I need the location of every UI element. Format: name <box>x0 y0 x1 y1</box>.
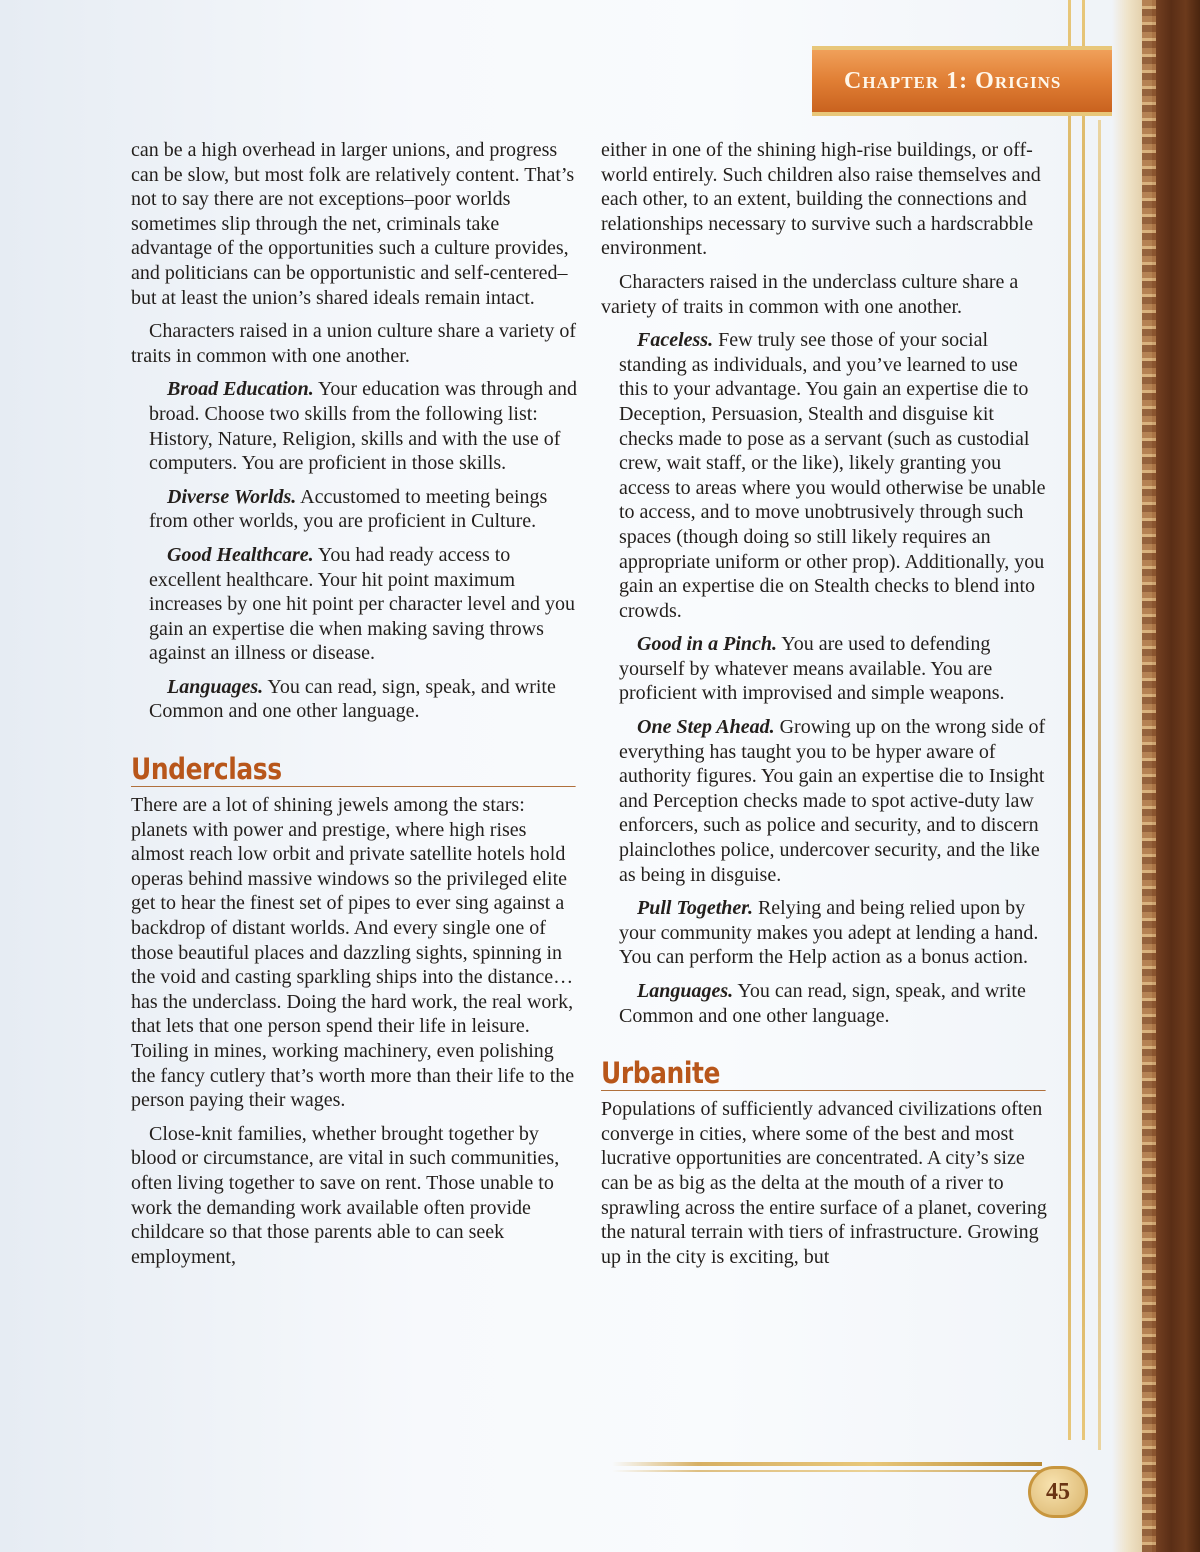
trait-text: Your education was through and broad. Choose two skills from the following list: History, Nature, Religion, skills and with the use of computers. You are proficient in those skills. <box>149 378 578 475</box>
trait-text: Accustomed to meeting beings from other worlds, you are proficient in Culture. <box>149 485 548 533</box>
trait-name: Broad Education. <box>167 378 314 401</box>
chapter-title: Chapter 1: Origins <box>844 68 1062 94</box>
trait-name: Good in a Pinch. <box>637 633 778 656</box>
trait-name: Languages. <box>167 675 264 698</box>
trait-text: Growing up on the wrong side of everything has taught you to be hyper aware of authority figures. You gain an expertise die to Insight and Perception checks made to spot active-duty law enforcers, such as police and security, and to discern plainclothes police, undercover security, and the like as being in disguise. <box>619 716 1046 886</box>
trait-entry <box>149 675 577 724</box>
trait-entry <box>619 896 1047 970</box>
gold-rail <box>1082 0 1085 1440</box>
page-number: 45 <box>1028 1466 1088 1518</box>
trait-name: Faceless. <box>637 329 714 352</box>
paragraph: either in one of the shining high-rise buildings, or off-world entirely. Such children also raise themselves and each other, to an extent, building the connections and relationships necessary to survive such a hardscrabble environment. <box>601 139 1041 260</box>
trait-name: One Step Ahead. <box>637 716 775 739</box>
trait-text: Relying and being relied upon by your community makes you adept at lending a hand. You can perform the Help action as a bonus action. <box>619 897 1039 969</box>
gold-ornament-bottom <box>612 1462 1042 1466</box>
paragraph: There are a lot of shining jewels among the stars: planets with power and prestige, where high rises almost reach low orbit and private satellite hotels hold operas behind massive windows so the privileged elite get to hear the finest set of pipes to ever sing against a backdrop of distant worlds. And every single one of those beautiful places and dazzling sights, spinning in the void and casting sparkling ships into the distance… has the underclass. Doing the hard work, the real work, that lets that one person spend their life in leisure. Toiling in mines, working machinery, even polishing the fancy cutlery that’s worth more than their life to the person paying their wages. <box>131 794 575 1112</box>
trait-name: Languages. <box>637 980 734 1002</box>
paragraph: Characters raised in a union culture share a variety of traits in common with one another. <box>131 320 577 367</box>
trait-entry <box>619 632 1047 706</box>
chapter-banner <box>812 46 1112 116</box>
gold-rail <box>1068 0 1071 1440</box>
trait-name: Pull Together. <box>637 897 753 920</box>
trait-entry <box>149 377 577 475</box>
trait-entry <box>149 485 577 534</box>
leather-border <box>1152 0 1200 1552</box>
gold-rail <box>1098 120 1101 1450</box>
trait-text: You are used to defending yourself by whatever means available. You are proficient with improvised and simple weapons. <box>619 633 1005 705</box>
trait-entry <box>619 979 1047 1028</box>
trait-name: Good Healthcare. <box>167 543 314 566</box>
trait-entry <box>149 543 577 666</box>
trait-text: Few truly see those of your social standing as individuals, and you’ve learned to use this to your advantage. You gain an expertise die to Deception, Persuasion, Stealth and disguise kit checks made to pose as a servant (such as custodial crew, wait staff, or the like), likely granting you access to areas where you would otherwise be unable to access, and to move unobtrusively through such spaces (though doing so still likely requires an appropriate uniform or other prop). Additionally, you gain an expertise die on Stealth checks to blend into crowds. <box>619 329 1046 622</box>
trait-text: You can read, sign, speak, and write Common and one other language. <box>149 675 556 723</box>
right-column <box>601 138 1047 1278</box>
paragraph: Populations of sufficiently advanced civilizations often converge in cities, where some of the best and most lucrative opportunities are concentrated. A city’s size can be as big as the delta at the mouth of a river to sprawling across the entire surface of a planet, covering the natural terrain with tiers of infrastructure. Growing up in the city is exciting, but <box>601 1098 1047 1268</box>
trait-text: You had ready access to excellent healthcare. Your hit point maximum increases by one hit point per character level and you gain an expertise die when making saving throws against an illness or disease. <box>149 543 575 665</box>
section-heading-urbanite: Urbanite <box>601 1056 1046 1091</box>
trait-entry <box>619 715 1047 887</box>
paragraph: Characters raised in the underclass culture share a variety of traits in common with one another. <box>601 270 1019 318</box>
gold-ornament-bottom <box>612 1470 1042 1472</box>
paragraph: can be a high overhead in larger unions, and progress can be slow, but most folk are relatively content. That’s not to say there are not exceptions–poor worlds sometimes slip through the net, criminals take advantage of the opportunities such a culture provides, and politicians can be opportunistic and self-centered–but at least the union’s shared ideals remain intact. <box>131 139 575 309</box>
section-heading-underclass: Underclass <box>131 752 576 787</box>
left-column <box>131 138 577 1278</box>
trait-entry <box>619 328 1047 623</box>
trait-name: Diverse Worlds. <box>167 485 297 508</box>
trait-text: You can read, sign, speak, and write Common and one other language. <box>619 980 1026 1027</box>
paragraph: Close-knit families, whether brought together by blood or circumstance, are vital in such communities, often living together to save on rent. Those unable to work the demanding work available often provide childcare so that those parents able to can seek employment, <box>131 1122 560 1268</box>
